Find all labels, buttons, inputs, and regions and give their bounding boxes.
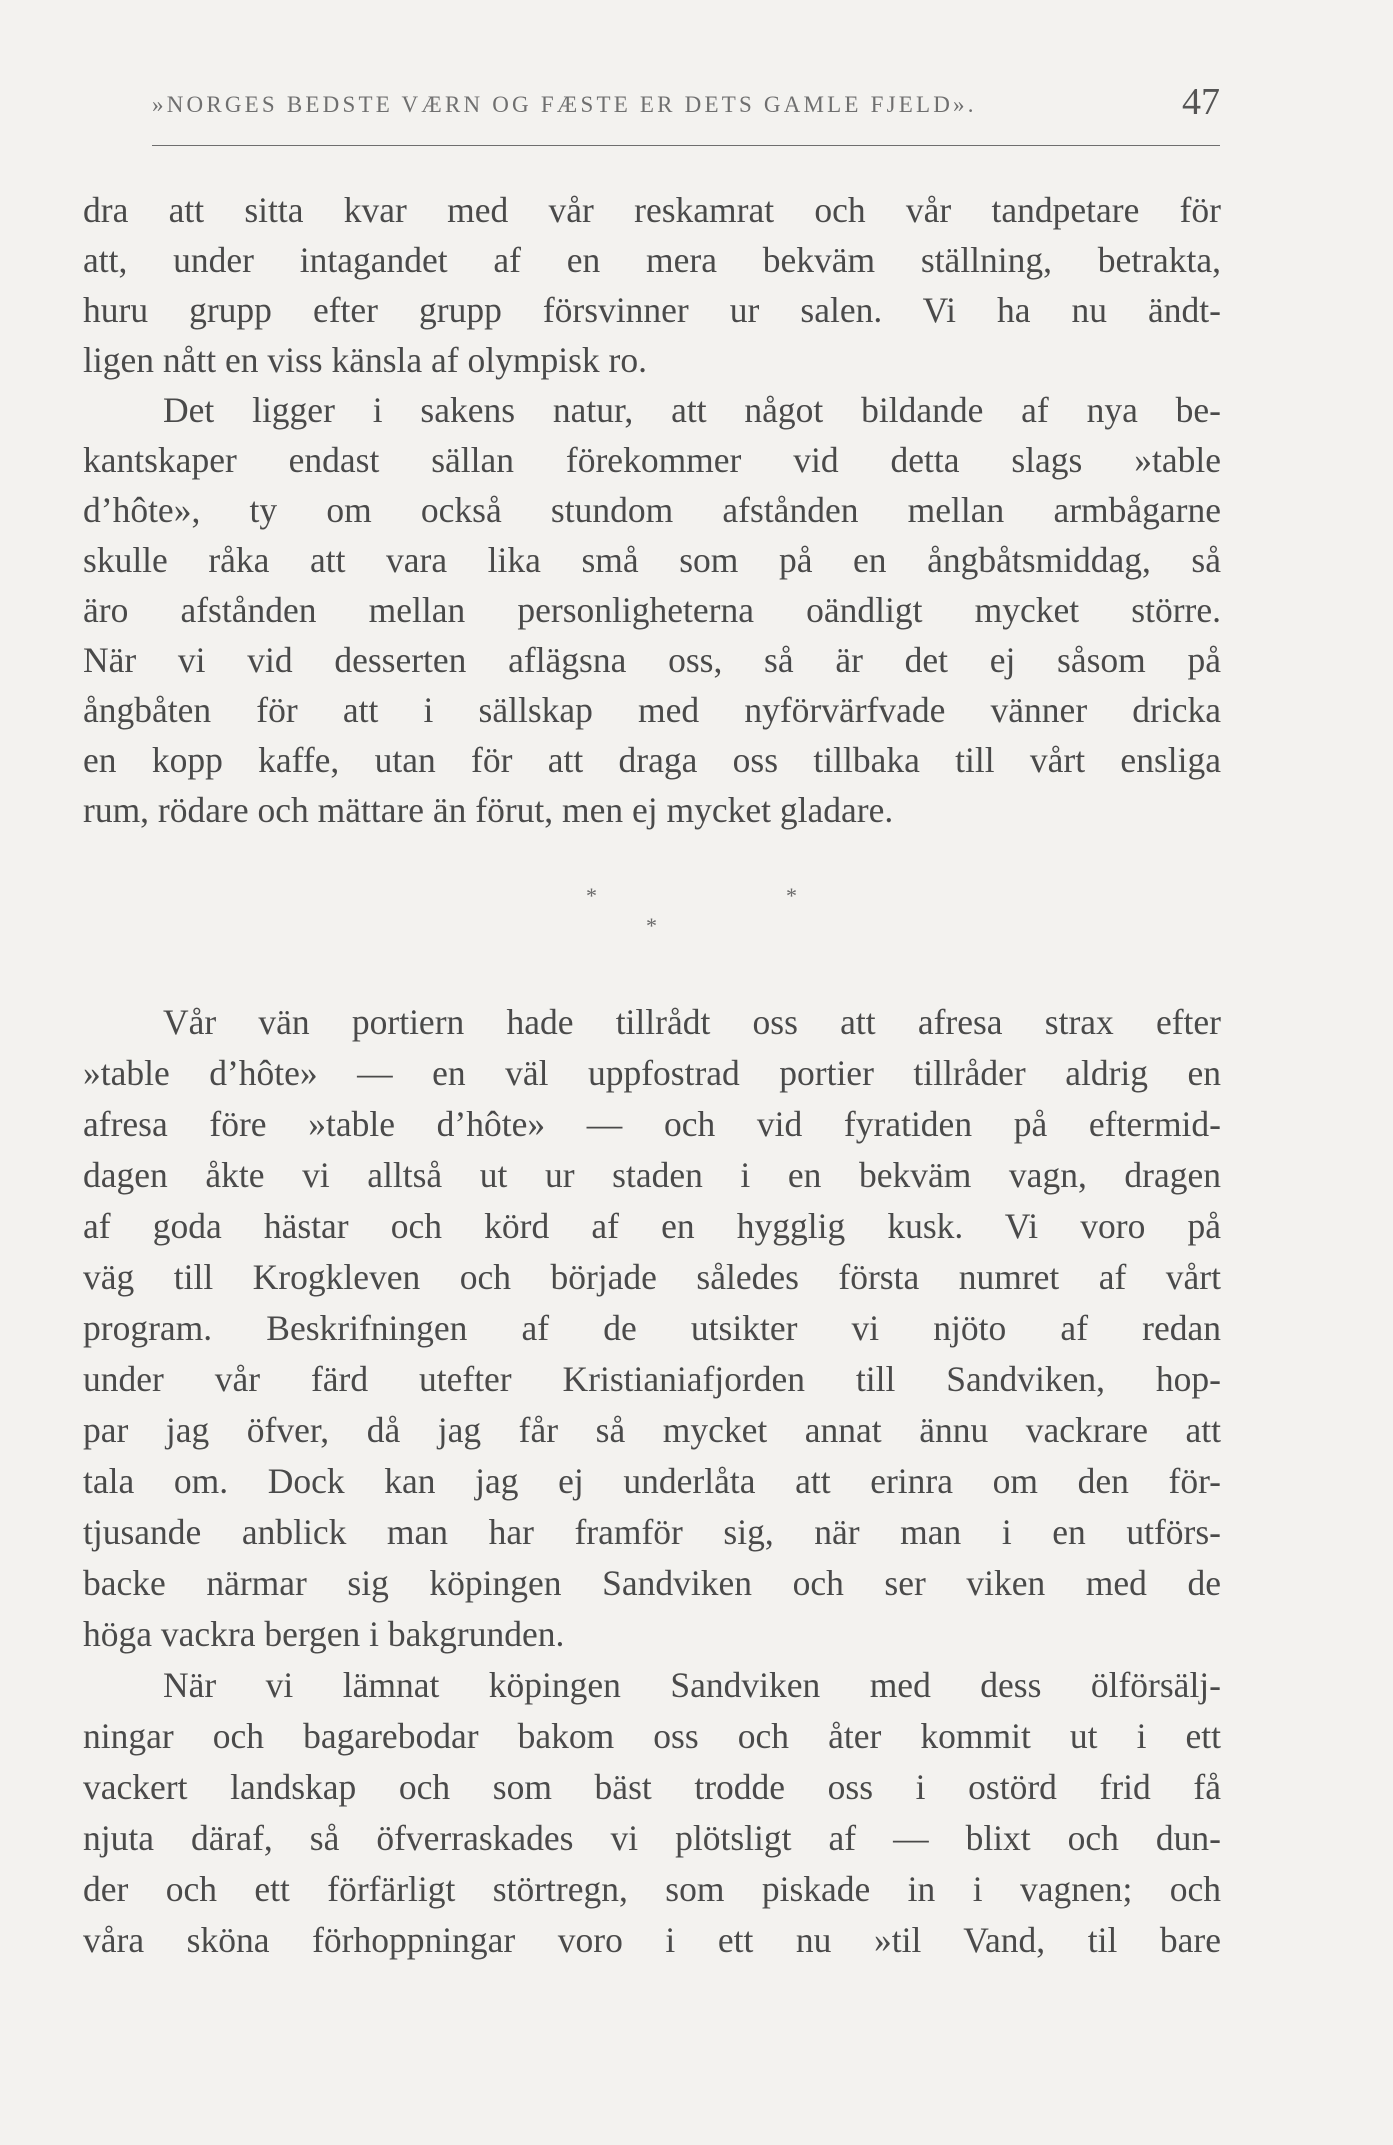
asterisk: * <box>646 913 657 938</box>
text-line: våra sköna förhoppningar voro i ett nu »til Vand, til bare <box>83 1920 1221 1960</box>
text-line: höga vackra bergen i bakgrunden. <box>83 1614 565 1654</box>
text-line: ligen nått en viss känsla af olympisk ro. <box>83 340 647 380</box>
text-line: dagen åkte vi alltså ut ur staden i en bekväm vagn, dragen <box>83 1155 1221 1195</box>
text-line: af goda hästar och körd af en hygglig kusk. Vi voro på <box>83 1206 1221 1246</box>
text-line: att, under intagandet af en mera bekväm ställning, betrakta, <box>83 240 1221 280</box>
page-header <box>152 81 1220 142</box>
text-line: äro afstånden mellan personligheterna oändligt mycket större. <box>83 590 1221 630</box>
text-line: huru grupp efter grupp försvinner ur salen. Vi ha nu ändt- <box>83 290 1221 330</box>
asterisk: * <box>586 883 597 908</box>
text-line: der och ett förfärligt störtregn, som piskade in i vagnen; och <box>83 1869 1221 1909</box>
text-line: en kopp kaffe, utan för att draga oss tillbaka till vårt ensliga <box>83 740 1221 780</box>
text-line: När vi lämnat köpingen Sandviken med dess ölförsälj- <box>163 1665 1221 1705</box>
text-line: par jag öfver, då jag får så mycket annat ännu vackrare att <box>83 1410 1221 1450</box>
text-line: »table d’hôte» — en väl uppfostrad portier tillråder aldrig en <box>83 1053 1221 1093</box>
text-line: ångbåten för att i sällskap med nyförvärfvade vänner dricka <box>83 690 1221 730</box>
text-line: afresa före »table d’hôte» — och vid fyratiden på eftermid- <box>83 1104 1221 1144</box>
text-line: Det ligger i sakens natur, att något bildande af nya be- <box>163 390 1221 430</box>
text-line: Vår vän portiern hade tillrådt oss att afresa strax efter <box>163 1002 1221 1042</box>
page-number: 47 <box>1182 81 1220 123</box>
text-line: under vår färd utefter Kristianiafjorden till Sandviken, hop- <box>83 1359 1221 1399</box>
running-head: »NORGES BEDSTE VÆRN OG FÆSTE ER DETS GAMLE FJELD». <box>152 92 977 117</box>
text-line: vackert landskap och som bäst trodde oss i ostörd frid få <box>83 1767 1221 1807</box>
header-rule <box>152 145 1220 146</box>
text-line: dra att sitta kvar med vår reskamrat och vår tandpetare för <box>83 190 1221 230</box>
text-line: program. Beskrifningen af de utsikter vi njöto af redan <box>83 1308 1221 1348</box>
text-line: tjusande anblick man har framför sig, när man i en utförs- <box>83 1512 1221 1552</box>
text-line: väg till Krogkleven och började således första numret af vårt <box>83 1257 1221 1297</box>
text-line: d’hôte», ty om också stundom afstånden mellan armbågarne <box>83 490 1221 530</box>
text-line: När vi vid desserten aflägsna oss, så är det ej såsom på <box>83 640 1221 680</box>
text-line: rum, rödare och mättare än förut, men ej mycket gladare. <box>83 790 894 830</box>
text-line: ningar och bagarebodar bakom oss och åter kommit ut i ett <box>83 1716 1221 1756</box>
text-line: kantskaper endast sällan förekommer vid detta slags »table <box>83 440 1221 480</box>
text-line: tala om. Dock kan jag ej underlåta att erinra om den för- <box>83 1461 1221 1501</box>
text-line: skulle råka att vara lika små som på en ångbåtsmiddag, så <box>83 540 1221 580</box>
text-line: backe närmar sig köpingen Sandviken och ser viken med de <box>83 1563 1221 1603</box>
text-line: njuta däraf, så öfverraskades vi plötsligt af — blixt och dun- <box>83 1818 1221 1858</box>
asterisk: * <box>786 883 797 908</box>
